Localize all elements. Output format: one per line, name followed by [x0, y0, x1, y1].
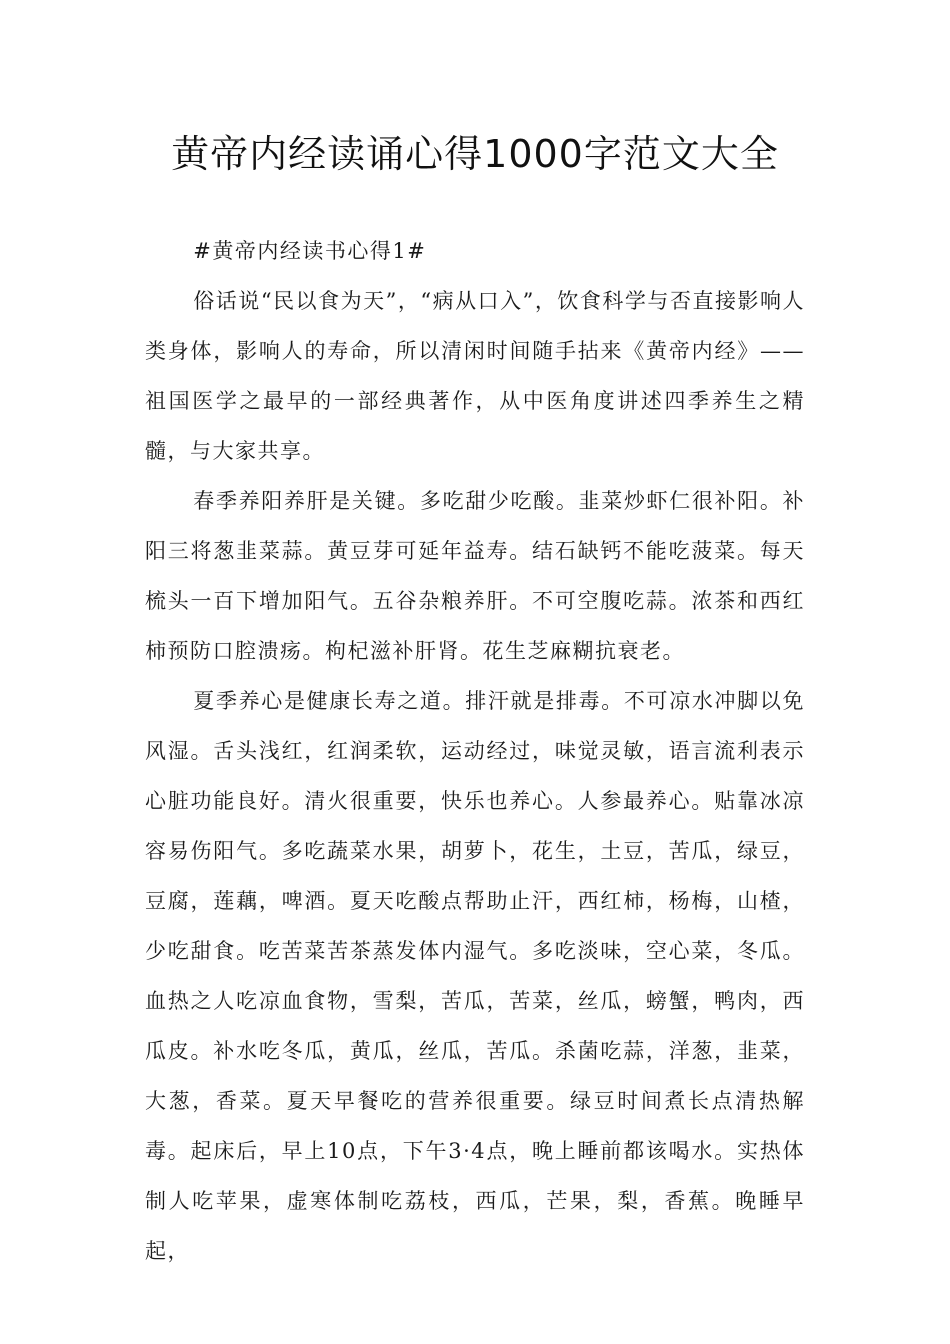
paragraph-spring: 春季养阳养肝是关键。多吃甜少吃酸。韭菜炒虾仁很补阳。补阳三将葱韭菜蒜。黄豆芽可延年益寿。结石缺钙不能吃菠菜。每天梳头一百下增加阳气。五谷杂粮养肝。不可空腹吃蒜。浓茶和西红柿预防口腔溃疡。枸杞滋补肝肾。花生芝麻糊抗衰老。 [145, 489, 805, 663]
section-heading: #黄帝内经读书心得1# [193, 239, 427, 263]
paragraph-summer: 夏季养心是健康长寿之道。排汗就是排毒。不可凉水冲脚以免风湿。舌头浅红，红润柔软，运动经过，味觉灵敏，语言流利表示心脏功能良好。清火很重要，快乐也养心。人参最养心。贴靠冰凉容易伤阳气。多吃蔬菜水果，胡萝卜，花生，土豆，苦瓜，绿豆，豆腐，莲藕，啤酒。夏天吃酸点帮助止汗，西红柿，杨梅，山楂，少吃甜食。吃苦菜苦茶蒸发体内湿气。多吃淡味，空心菜，冬瓜。血热之人吃凉血食物，雪梨，苦瓜，苦菜，丝瓜，螃蟹，鸭肉，西瓜皮。补水吃冬瓜，黄瓜，丝瓜，苦瓜。杀菌吃蒜，洋葱，韭菜，大葱，香菜。夏天早餐吃的营养很重要。绿豆时间煮长点清热解毒。起床后，早上10点，下午3·4点，晚上睡前都该喝水。实热体制人吃苹果，虚寒体制吃荔枝，西瓜，芒果，梨，香蕉。晚睡早起， [145, 689, 805, 1263]
document-body [145, 226, 805, 1276]
paragraph-intro: 俗话说“民以食为天”，“病从口入”，饮食科学与否直接影响人类身体，影响人的寿命，所以清闲时间随手拈来《黄帝内经》——祖国医学之最早的一部经典著作，从中医角度讲述四季养生之精髓，与大家共享。 [145, 289, 805, 463]
document-title: 黄帝内经读诵心得1000字范文大全 [171, 132, 779, 176]
